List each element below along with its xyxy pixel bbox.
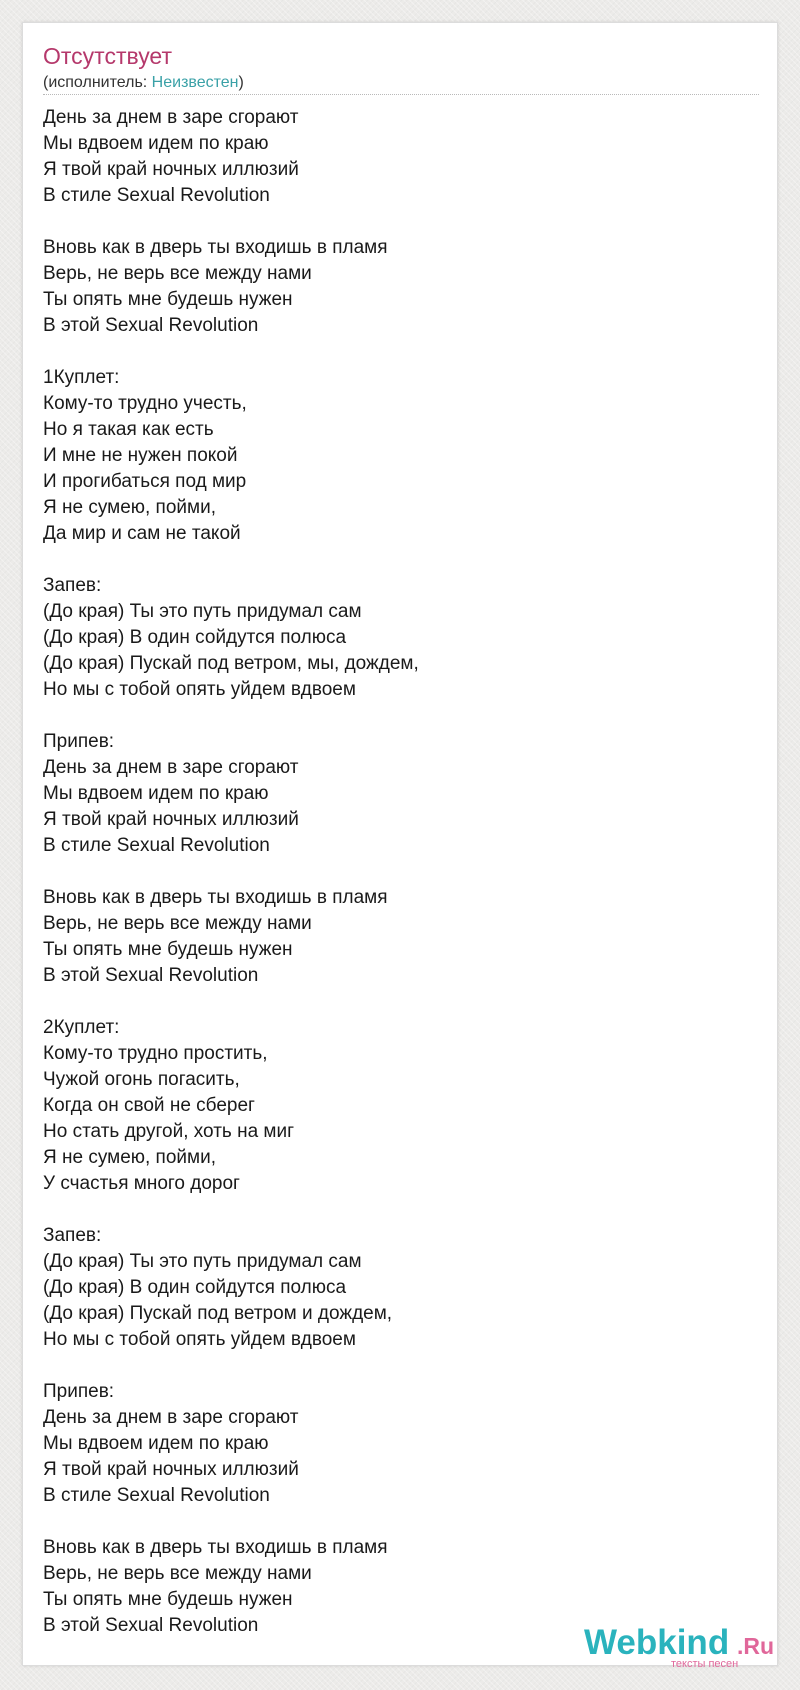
lyrics-line: Кому-то трудно простить,	[43, 1043, 268, 1064]
lyrics-line: Вновь как в дверь ты входишь в пламя	[43, 237, 388, 258]
lyrics-line: В стиле Sexual Revolution	[43, 835, 270, 856]
lyrics-line: Мы вдвоем идем по краю	[43, 133, 269, 154]
song-title: Отсутствует	[43, 43, 172, 69]
logo-tagline: тексты песен	[671, 1658, 739, 1670]
lyrics-blank-line	[43, 703, 743, 729]
lyrics-line: Вновь как в дверь ты входишь в пламя	[43, 887, 388, 908]
lyrics-blank-line	[43, 339, 743, 365]
lyrics-line: Верь, не верь все между нами	[43, 1563, 312, 1584]
lyrics-line: (До края) В один сойдутся полюса	[43, 1277, 347, 1298]
lyrics-line: В стиле Sexual Revolution	[43, 185, 270, 206]
lyrics-line: (До края) В один сойдутся полюса	[43, 627, 347, 648]
lyrics-line: Мы вдвоем идем по краю	[43, 783, 269, 804]
lyrics-line: Но мы с тобой опять уйдем вдвоем	[43, 679, 356, 700]
lyrics-line: День за днем в заре сгорают	[43, 1407, 299, 1428]
lyrics-line: Я твой край ночных иллюзий	[43, 809, 299, 830]
lyrics-blank-line	[43, 547, 743, 573]
lyrics-blank-line	[43, 1197, 743, 1223]
lyrics-line: Ты опять мне будешь нужен	[43, 289, 293, 310]
lyrics-line: Кому-то трудно учесть,	[43, 393, 247, 414]
lyrics-line: (До края) Пускай под ветром и дождем,	[43, 1303, 393, 1324]
lyrics-line: 1Куплет:	[43, 367, 120, 388]
lyrics-line: Припев:	[43, 731, 115, 752]
lyrics-line: И мне не нужен покой	[43, 445, 238, 466]
lyrics-blank-line	[43, 209, 743, 235]
lyrics-line: В этой Sexual Revolution	[43, 315, 259, 336]
lyrics-line: Но стать другой, хоть на миг	[43, 1121, 295, 1142]
lyrics-line: (До края) Ты это путь придумал сам	[43, 601, 362, 622]
artist-suffix: )	[238, 74, 244, 91]
lyrics-line: В этой Sexual Revolution	[43, 965, 259, 986]
lyrics-line: Но я такая как есть	[43, 419, 214, 440]
logo-wordmark: Webkind	[584, 1623, 730, 1662]
lyrics-line: Запев:	[43, 575, 102, 596]
lyrics-line: Мы вдвоем идем по краю	[43, 1433, 269, 1454]
lyrics-card	[22, 22, 778, 1670]
lyrics-line: Я твой край ночных иллюзий	[43, 1459, 299, 1480]
lyrics-line: Я не сумею, пойми,	[43, 1147, 216, 1168]
lyrics-blank-line	[43, 1353, 743, 1379]
lyrics-line: (До края) Ты это путь придумал сам	[43, 1251, 362, 1272]
lyrics-line: Ты опять мне будешь нужен	[43, 939, 293, 960]
lyrics-line: Припев:	[43, 1381, 115, 1402]
lyrics-line: В стиле Sexual Revolution	[43, 1485, 270, 1506]
lyrics-line: И прогибаться под мир	[43, 471, 247, 492]
lyrics-line: 2Куплет:	[43, 1017, 120, 1038]
lyrics-line: Вновь как в дверь ты входишь в пламя	[43, 1537, 388, 1558]
lyrics-line: Верь, не верь все между нами	[43, 913, 312, 934]
lyrics-line: Я не сумею, пойми,	[43, 497, 216, 518]
artist-line	[43, 73, 244, 92]
lyrics-line: Но мы с тобой опять уйдем вдвоем	[43, 1329, 356, 1350]
lyrics-line: Запев:	[43, 1225, 102, 1246]
lyrics-blank-line	[43, 989, 743, 1015]
lyrics-line: В этой Sexual Revolution	[43, 1615, 259, 1636]
lyrics-line: Ты опять мне будешь нужен	[43, 1589, 293, 1610]
lyrics-line: (До края) Пускай под ветром, мы, дождем,	[43, 653, 419, 674]
title-divider	[43, 94, 759, 95]
logo-domain-suffix: .Ru	[737, 1633, 775, 1659]
lyrics-line: День за днем в заре сгорают	[43, 757, 299, 778]
lyrics-blank-line	[43, 1509, 743, 1535]
site-logo[interactable]	[584, 1625, 779, 1673]
lyrics-line: У счастья много дорог	[43, 1173, 240, 1194]
lyrics-text	[43, 105, 743, 1639]
lyrics-blank-line	[43, 859, 743, 885]
lyrics-line: Да мир и сам не такой	[43, 523, 241, 544]
artist-prefix: (исполнитель:	[43, 74, 152, 91]
lyrics-line: День за днем в заре сгорают	[43, 107, 299, 128]
lyrics-line: Когда он свой не сберег	[43, 1095, 255, 1116]
lyrics-line: Чужой огонь погасить,	[43, 1069, 240, 1090]
lyrics-line: Верь, не верь все между нами	[43, 263, 312, 284]
lyrics-line: Я твой край ночных иллюзий	[43, 159, 299, 180]
artist-link[interactable]: Неизвестен	[151, 74, 239, 91]
